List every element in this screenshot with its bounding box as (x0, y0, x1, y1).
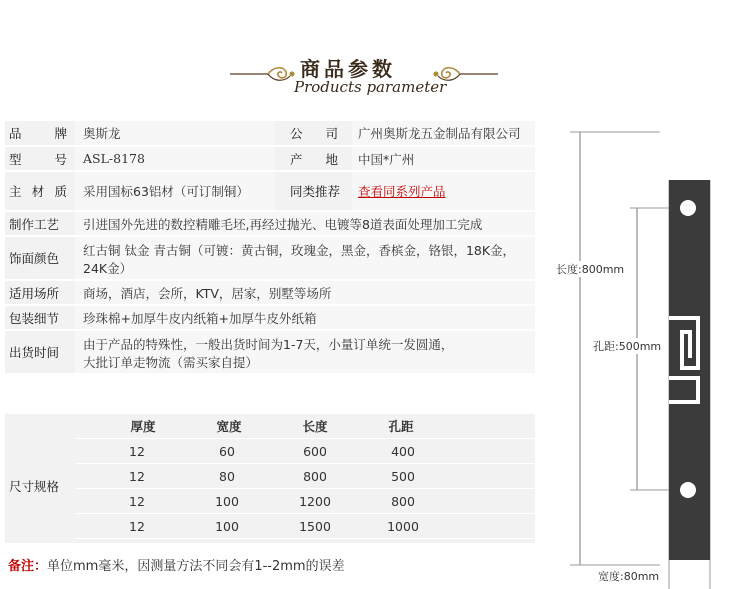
width-label: 宽度:80mm (598, 570, 660, 583)
size-row (75, 489, 535, 514)
spec-row-ship (5, 331, 535, 375)
size-cell: 100 (215, 519, 239, 534)
brand-label: 品 牌 (9, 126, 67, 141)
craft-value: 引进国外先进的数控精雕毛坯,再经过抛光、电镀等8道表面处理加工完成 (75, 212, 535, 235)
handle-drawing (560, 120, 750, 589)
model-label: 型 号 (9, 151, 67, 167)
hole-distance-label: 孔距:500mm (593, 340, 662, 353)
material-label: 主 材 质 (9, 184, 67, 199)
size-row (75, 514, 535, 539)
size-table (5, 414, 535, 543)
size-cell: 12 (129, 444, 145, 459)
header-width: 宽度 (216, 419, 242, 434)
size-cell: 80 (219, 469, 235, 484)
size-cell: 1500 (299, 519, 331, 534)
company-value: 广州奥斯龙五金制品有限公司 (352, 121, 535, 145)
handle-diagram (556, 120, 750, 589)
related-label: 同类推荐 (290, 184, 341, 199)
size-cell: 1000 (387, 519, 419, 534)
size-row (75, 439, 535, 464)
header-length: 长度 (302, 419, 328, 434)
page-title: 商品参数 (300, 57, 396, 81)
origin-value: 中国*广州 (352, 147, 535, 170)
size-grid (75, 414, 535, 539)
spec-row-model (5, 147, 535, 172)
size-label: 尺寸规格 (9, 479, 60, 494)
origin-label: 产 地 (290, 151, 338, 167)
length-label: 长度:800mm (556, 263, 625, 276)
header-hole: 孔距 (388, 419, 414, 434)
related-cell (352, 172, 535, 210)
spec-row-pack (5, 306, 535, 331)
place-label: 适用场所 (9, 285, 60, 301)
size-cell: 800 (391, 494, 415, 509)
size-cell: 800 (303, 469, 327, 484)
pack-value: 珍珠棉+加厚牛皮内纸箱+加厚牛皮外纸箱 (75, 306, 535, 329)
size-header-row (75, 414, 535, 439)
spec-row-material (5, 172, 535, 212)
right-ornament-icon (432, 62, 500, 84)
related-products-link[interactable]: 查看同系列产品 (358, 184, 446, 199)
page-subtitle: Products parameter (294, 78, 447, 96)
company-label: 公 司 (290, 126, 338, 141)
size-cell: 600 (303, 444, 327, 459)
size-cell: 1200 (299, 494, 331, 509)
color-label: 饰面颜色 (9, 251, 60, 266)
size-cell: 60 (219, 444, 235, 459)
note (8, 555, 345, 574)
size-cell: 400 (391, 444, 415, 459)
ship-value (75, 331, 535, 373)
size-cell: 12 (129, 519, 145, 534)
size-cell: 12 (129, 469, 145, 484)
spec-row-brand (5, 121, 535, 147)
size-row (75, 464, 535, 489)
ship-line-2: 大批订单走物流（需买家自提） (83, 354, 259, 370)
section-header (0, 0, 750, 110)
spec-row-craft (5, 212, 535, 237)
pack-label: 包装细节 (9, 310, 60, 326)
brand-value: 奥斯龙 (75, 121, 275, 145)
spec-row-color (5, 237, 535, 281)
size-cell: 500 (391, 469, 415, 484)
spec-table (5, 121, 535, 375)
size-cell: 100 (215, 494, 239, 509)
ship-line-1: 由于产品的特殊性，一般出货时间为1-7天，小量订单统一发圆通， (83, 336, 454, 352)
left-ornament-icon (228, 62, 296, 84)
size-cell: 12 (129, 494, 145, 509)
note-text: 单位mm毫米，因测量方法不同会有1--2mm的误差 (47, 559, 345, 574)
note-label: 备注： (8, 559, 48, 574)
spec-row-place (5, 281, 535, 306)
model-value: ASL-8178 (75, 147, 275, 170)
ship-label: 出货时间 (9, 345, 60, 360)
material-value: 采用国标63铝材（可订制铜） (75, 172, 275, 210)
color-value: 红古铜 钛金 青古铜（可镀：黄古铜，玫瑰金，黑金，香槟金，铬银，18K金，24K金） (75, 237, 535, 279)
craft-label: 制作工艺 (9, 216, 60, 232)
place-value: 商场，酒店，会所，KTV，居家，别墅等场所 (75, 281, 535, 304)
header-thickness: 厚度 (130, 419, 156, 434)
